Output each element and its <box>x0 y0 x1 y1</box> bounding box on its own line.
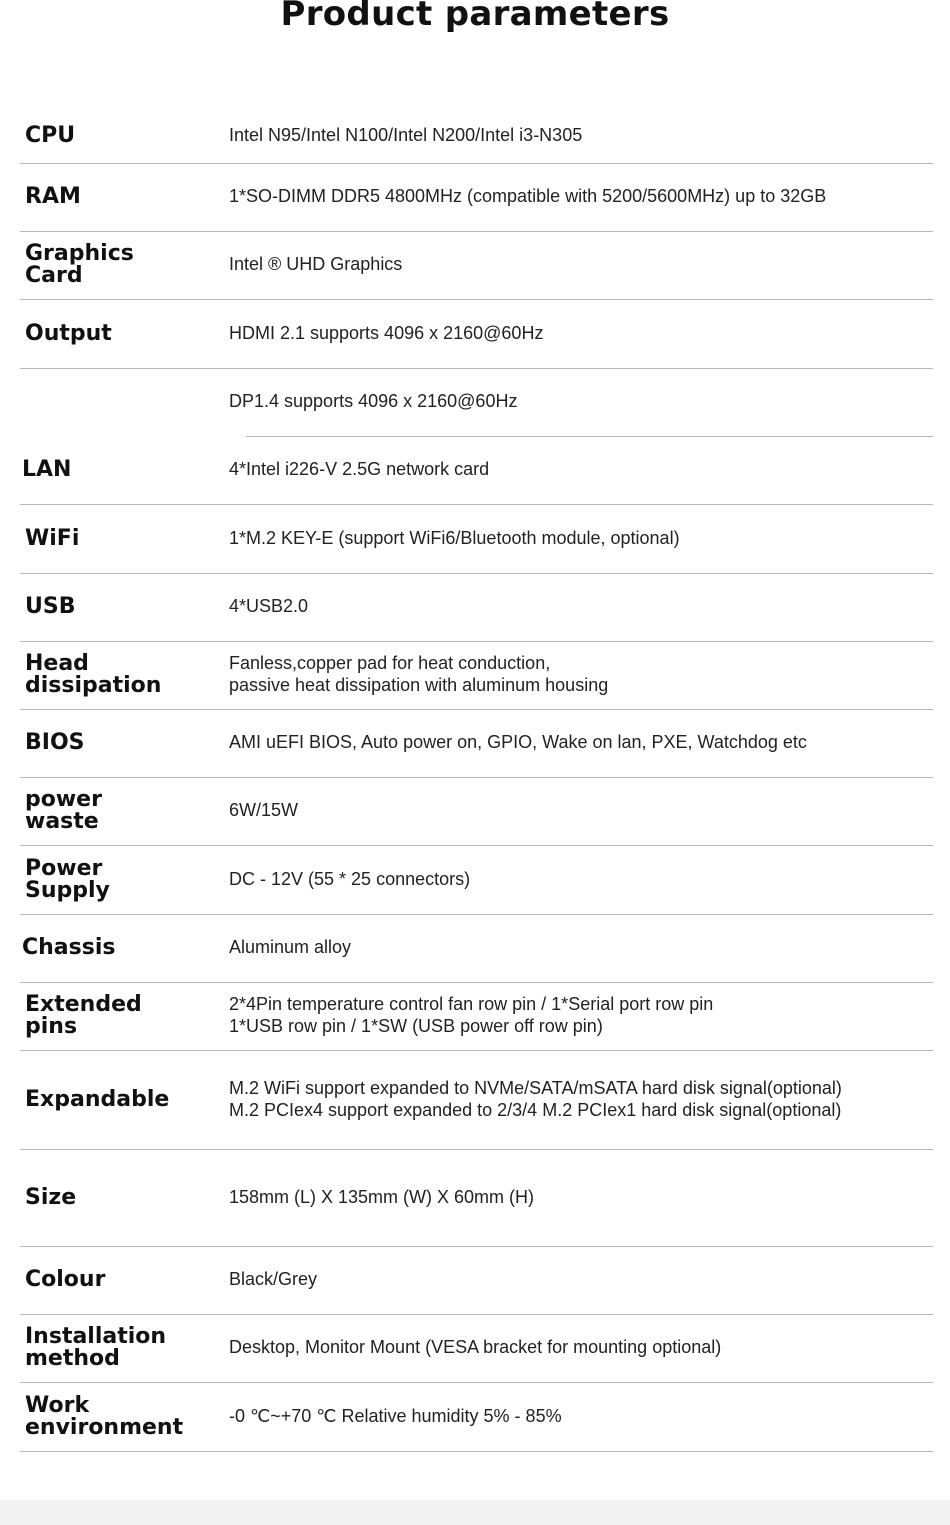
row-label: Work environment <box>25 1392 184 1440</box>
row-label: BIOS <box>25 730 85 756</box>
footer-band <box>0 1500 950 1525</box>
row-divider <box>20 1451 933 1452</box>
table-row <box>20 641 933 709</box>
row-value-line: DC - 12V (55 * 25 connectors) <box>229 868 471 889</box>
table-row <box>20 982 933 1050</box>
row-value <box>229 299 933 368</box>
table-row <box>20 914 933 982</box>
row-label: WiFi <box>25 525 80 551</box>
row-label: CPU <box>25 122 76 148</box>
table-row <box>20 163 933 231</box>
row-value-line: Intel ® UHD Graphics <box>229 254 403 275</box>
row-value <box>229 914 933 982</box>
row-value <box>229 1314 933 1382</box>
row-value-line: HDMI 2.1 supports 4096 x 2160@60Hz <box>229 322 544 343</box>
table-row <box>20 1050 933 1149</box>
table-row <box>20 845 933 914</box>
row-value <box>229 777 933 845</box>
table-row <box>20 368 933 436</box>
row-label: RAM <box>25 184 81 210</box>
row-value <box>229 231 933 299</box>
row-value-line: 4*USB2.0 <box>229 596 309 617</box>
table-row <box>20 299 933 368</box>
row-value <box>229 1050 933 1149</box>
row-value-line: Desktop, Monitor Mount (VESA bracket for mounting optional) <box>229 1337 722 1358</box>
row-label: USB <box>25 594 76 620</box>
table-row <box>20 108 933 163</box>
table-row <box>20 573 933 641</box>
row-value-line: 2*4Pin temperature control fan row pin / 1*Serial port row pin <box>229 994 714 1015</box>
row-value <box>229 982 933 1050</box>
page-title: Product parameters <box>280 0 670 34</box>
row-label: LAN <box>22 457 72 483</box>
row-label: Size <box>25 1184 77 1210</box>
row-label: Output <box>25 320 112 346</box>
row-value-line: 158mm (L) X 135mm (W) X 60mm (H) <box>229 1186 535 1207</box>
row-value-line: DP1.4 supports 4096 x 2160@60Hz <box>229 391 518 412</box>
row-value-line: Aluminum alloy <box>229 937 352 958</box>
row-value-line: M.2 PCIex4 support expanded to 2/3/4 M.2 PCIex1 hard disk signal(optional) <box>229 1099 842 1120</box>
table-row <box>20 1149 933 1246</box>
row-value <box>229 1382 933 1451</box>
row-value <box>229 368 933 436</box>
row-value <box>229 108 933 163</box>
table-row <box>20 504 933 573</box>
row-value-line: Fanless,copper pad for heat conduction, <box>229 653 551 674</box>
row-value-line: 1*USB row pin / 1*SW (USB power off row pin) <box>229 1016 603 1036</box>
row-label: power waste <box>25 787 102 834</box>
row-label: Power Supply <box>25 855 110 903</box>
row-label <box>25 368 225 436</box>
table-row <box>20 709 933 777</box>
row-label: Colour <box>25 1267 106 1293</box>
row-value-line: 1*M.2 KEY-E (support WiFi6/Bluetooth module, optional) <box>229 527 680 548</box>
table-row <box>20 1382 933 1451</box>
row-value-line: AMI uEFI BIOS, Auto power on, GPIO, Wake on lan, PXE, Watchdog etc <box>229 732 807 753</box>
row-label: Head dissipation <box>25 651 162 698</box>
table-row <box>20 436 933 504</box>
row-value <box>229 845 933 914</box>
row-value-line: 6W/15W <box>229 800 299 821</box>
row-value-line: 1*SO-DIMM DDR5 4800MHz (compatible with 5200/5600MHz) up to 32GB <box>229 186 827 207</box>
row-label: Expandable <box>25 1086 170 1112</box>
row-value-line: 4*Intel i226-V 2.5G network card <box>229 459 490 480</box>
row-value-line: Black/Grey <box>229 1269 318 1290</box>
table-row <box>20 231 933 299</box>
table-row <box>20 777 933 845</box>
table-row <box>20 1314 933 1382</box>
row-value <box>229 1246 933 1314</box>
row-value-line: -0 ℃~+70 ℃ Relative humidity 5% - 85% <box>229 1405 562 1426</box>
row-value <box>229 641 933 709</box>
row-value-line: M.2 WiFi support expanded to NVMe/SATA/mSATA hard disk signal(optional) <box>229 1077 842 1098</box>
row-label: Chassis <box>22 935 116 961</box>
row-value <box>229 1149 933 1246</box>
row-value <box>229 709 933 777</box>
row-label: Installation method <box>25 1324 167 1371</box>
row-value-line: Intel N95/Intel N100/Intel N200/Intel i3-N305 <box>229 124 583 145</box>
row-value <box>229 504 933 573</box>
row-value-line: passive heat dissipation with aluminum housing <box>229 675 609 695</box>
row-label: Graphics Card <box>25 241 134 288</box>
table-row <box>20 1246 933 1314</box>
row-label: Extended pins <box>25 992 142 1039</box>
row-value <box>229 573 933 641</box>
row-value <box>229 436 933 504</box>
row-value <box>229 163 933 231</box>
